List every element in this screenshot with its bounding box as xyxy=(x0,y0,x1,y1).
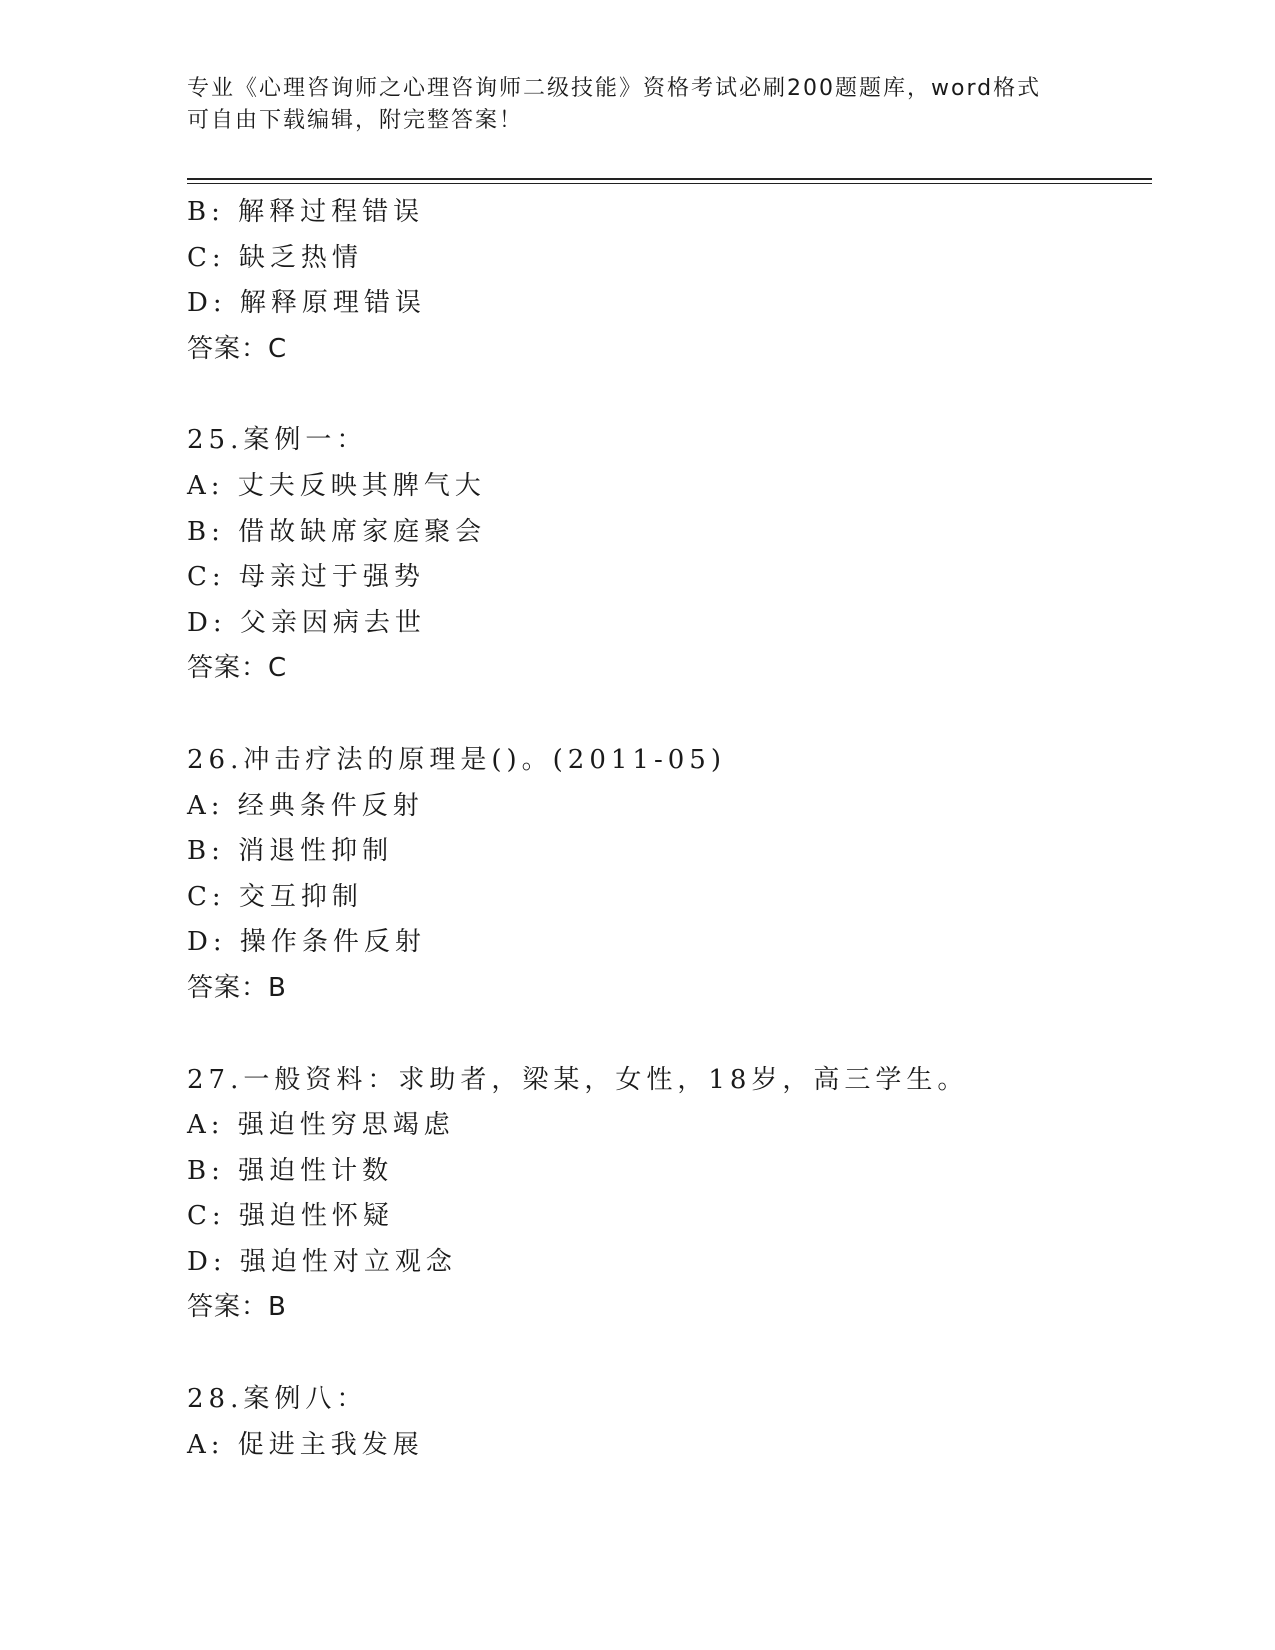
header-line-2: 可自由下载编辑，附完整答案！ xyxy=(187,108,524,133)
question-28 xyxy=(187,1377,1147,1468)
option-a: A: 促进主我发展 xyxy=(187,1429,424,1460)
option-d: D: 解释原理错误 xyxy=(187,288,426,319)
option-d: D: 操作条件反射 xyxy=(187,927,426,958)
option-a: A: 强迫性穷思竭虑 xyxy=(187,1110,455,1141)
header-divider-thin xyxy=(187,183,1152,184)
answer-line: 答案：C xyxy=(187,653,288,684)
question-25 xyxy=(187,418,1147,692)
option-b: B: 借故缺席家庭聚会 xyxy=(187,516,487,547)
option-c: C: 交互抑制 xyxy=(187,881,363,912)
question-27 xyxy=(187,1058,1147,1332)
answer-line: 答案：B xyxy=(187,1292,287,1323)
question-list xyxy=(187,190,1147,1468)
option-d: D: 父亲因病去世 xyxy=(187,607,426,638)
question-title: 26.冲击疗法的原理是()。(2011-05) xyxy=(187,744,726,775)
option-a: A: 丈夫反映其脾气大 xyxy=(187,470,486,501)
option-b: B: 强迫性计数 xyxy=(187,1155,394,1186)
option-a: A: 经典条件反射 xyxy=(187,790,424,821)
answer-line: 答案：B xyxy=(187,972,287,1003)
answer-line: 答案：C xyxy=(187,333,288,364)
document-header xyxy=(187,73,1087,137)
question-continued xyxy=(187,190,1147,372)
option-b: B: 解释过程错误 xyxy=(187,197,425,227)
option-c: C: 母亲过于强势 xyxy=(187,562,425,593)
option-d: D: 强迫性对立观念 xyxy=(187,1246,457,1277)
question-title: 27.一般资料：求助者，梁某，女性，18岁，高三学生。 xyxy=(187,1064,969,1095)
option-c: C: 缺乏热情 xyxy=(187,242,363,273)
header-divider-thick xyxy=(187,178,1152,180)
header-line-1: 专业《心理咨询师之心理咨询师二级技能》资格考试必刷200题题库，word格式 xyxy=(187,76,1042,101)
question-title: 28.案例八： xyxy=(187,1384,368,1415)
question-26 xyxy=(187,738,1147,1012)
option-c: C: 强迫性怀疑 xyxy=(187,1201,394,1232)
option-b: B: 消退性抑制 xyxy=(187,836,394,867)
question-title: 25.案例一： xyxy=(187,425,368,456)
